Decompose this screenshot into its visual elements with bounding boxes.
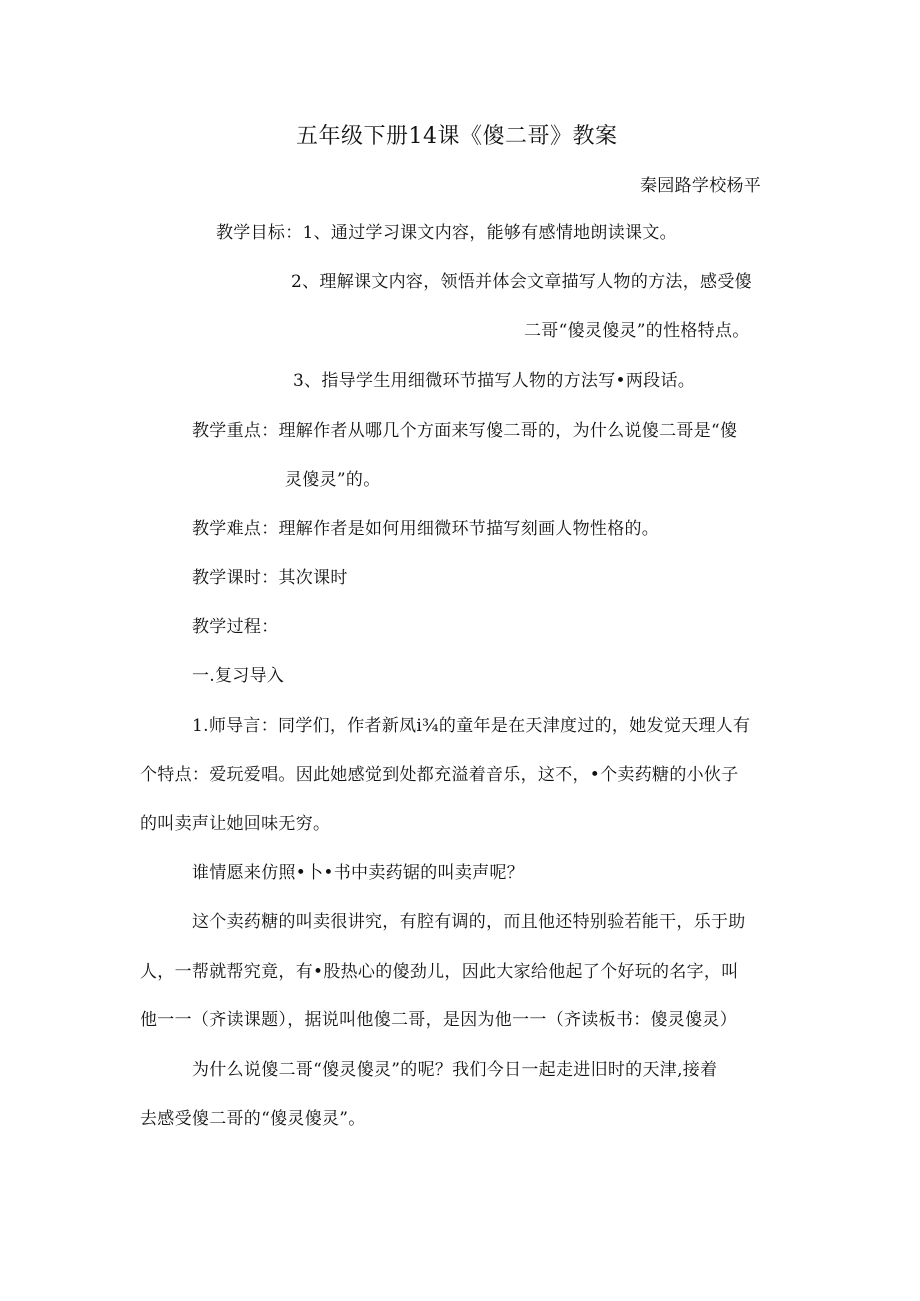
section-1-heading: 一.复习导入 — [192, 666, 285, 686]
para-1-line-3: 的叫卖声让她回味无穷。 — [140, 814, 331, 834]
document-title: 五年级下册14课《傻二哥》教案 — [296, 124, 618, 149]
key-point-line-2: 灵傻灵”的。 — [285, 470, 381, 490]
author-line: 秦园路学校杨平 — [640, 176, 762, 196]
process-label: 教学过程： — [192, 617, 279, 637]
para-3-line-2: 人，一帮就帮究竟，有•股热心的傻劲儿，因此大家给他起了个好玩的名字，叫 — [140, 962, 739, 982]
objective-2-line-1: 2、理解课文内容，领悟并体会文章描写人物的方法，感受傻 — [291, 272, 752, 292]
para-3-line-3: 他一一（齐读课题），据说叫他傻二哥，是因为他一一（齐读板书：傻灵傻灵） — [140, 1010, 737, 1030]
para-2: 谁情愿来仿照•卜•书中卖药锯的叫卖声呢？ — [192, 863, 525, 883]
objective-2-line-2: 二哥“傻灵傻灵”的性格特点。 — [524, 321, 750, 341]
key-point-line-1: 教学重点：理解作者从哪几个方面来写傻二哥的，为什么说傻二哥是“傻 — [192, 421, 738, 441]
para-1-line-2: 个特点：爱玩爱唱。因此她感觉到处都充溢着音乐，这不，•个卖药糖的小伙子 — [140, 765, 739, 785]
objective-3: 3、指导学生用细微环节描写人物的方法写•两段话。 — [293, 371, 696, 391]
para-4-line-1: 为什么说傻二哥“傻灵傻灵”的呢？我们今日一起走进旧时的天津,接着 — [192, 1060, 718, 1080]
para-1-line-1: 1.师导言：同学们，作者新凤i¾的童年是在天津度过的，她发觉天理人有 — [192, 716, 751, 736]
period-line: 教学课时：其次课时 — [192, 568, 348, 588]
para-3-line-1: 这个卖药糖的叫卖很讲究，有腔有调的，而且他还特别验若能干，乐于助 — [192, 912, 746, 932]
objective-1: 教学目标：1、通过学习课文内容，能够有感情地朗读课文。 — [216, 223, 677, 243]
difficulty-line: 教学难点：理解作者是如何用细微环节描写刻画人物性格的。 — [192, 519, 660, 539]
para-4-line-2: 去感受傻二哥的“傻灵傻灵”。 — [140, 1109, 366, 1129]
